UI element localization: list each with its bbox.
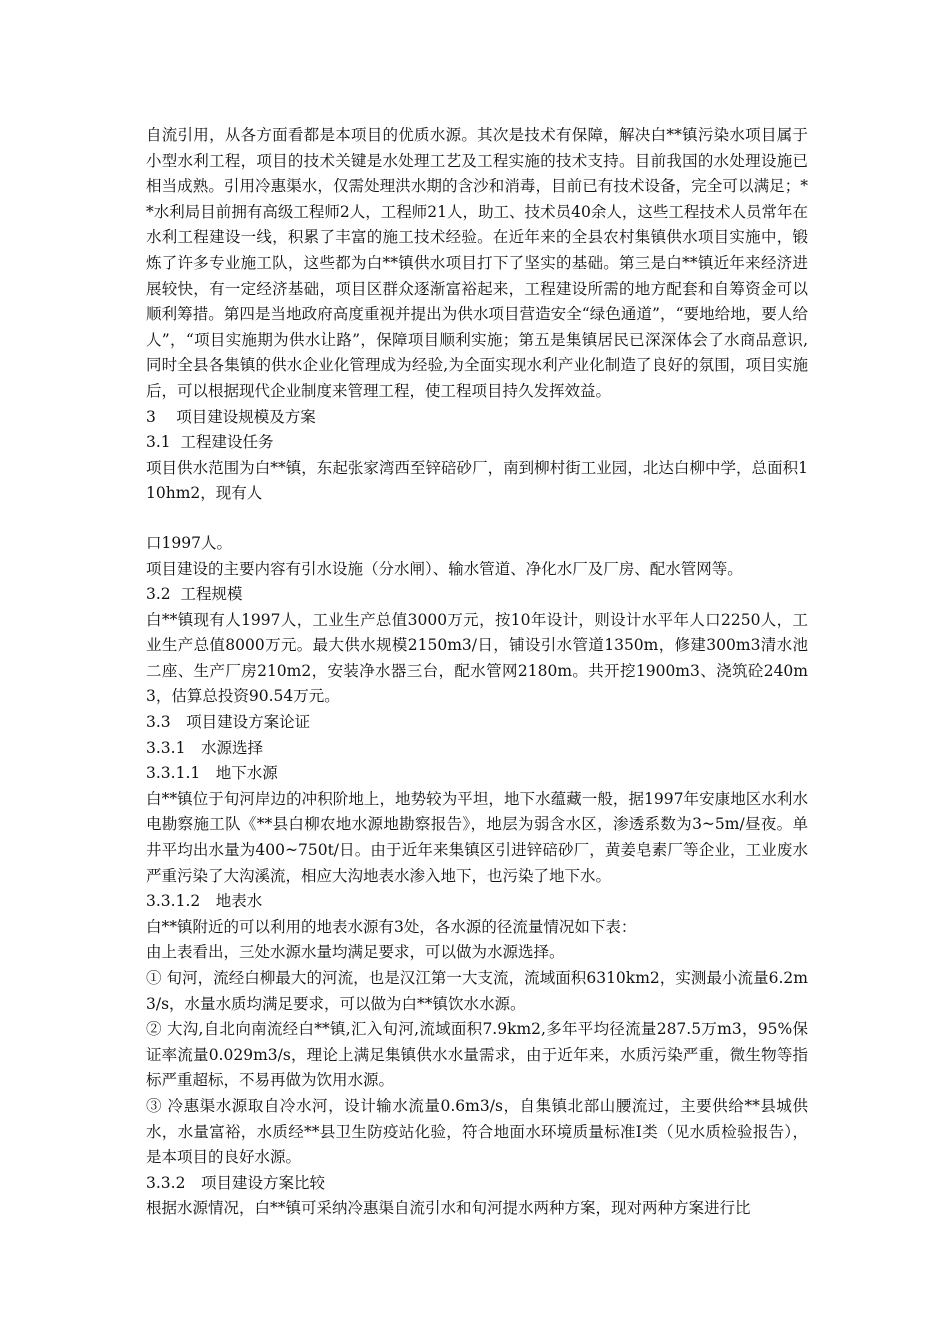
section-heading-3: 3 项目建设规模及方案	[146, 407, 316, 426]
section-heading-3-3-1: 3.3.1 水源选择	[146, 738, 263, 757]
content-paragraph: 项目建设的主要内容有引水设施（分水闸）、输水管道、净化水厂及厂房、配水管网等。	[146, 559, 743, 578]
section-heading-3-3: 3.3 项目建设方案论证	[146, 713, 311, 732]
task-continued-paragraph: 口1997人。	[146, 533, 232, 552]
section-heading-3-1: 3.1 工程建设任务	[146, 433, 274, 452]
section-heading-3-3-1-2: 3.3.1.2 地表水	[146, 892, 263, 911]
intro-paragraph: 自流引用，从各方面看都是本项目的优质水源。其次是技术有保障，解决白**镇污染水项目属于小型水利工程，项目的技术关键是水处理工艺及工程实施的技术支持。目前我国的水处理设施已相当成熟。引用冷惠渠水，仅需处理洪水期的含沙和消毒，目前已有技术设备，完全可以满足；**水利局目前拥有高级工程师2人，工程师21人，助工、技术员40余人，这些工程技术人员常年在水利工程建设一线，积累了丰富的施工技术经验。在近年来的全县农村集镇供水项目实施中，锻炼了许多专业施工队，这些都为白**镇供水项目打下了坚实的基础。第三是白**镇近年来经济进展较快，有一定经济基础，项目区群众逐渐富裕起来，工程建设所需的地方配套和自筹资金可以顺利筹措。第四是当地政府高度重视并提出为供水项目营造安全“绿色通道”，“要地给地，要人给人”，“项目实施期为供水让路”，保障项目顺利实施；第五是集镇居民已深深体会了水商品意识,同时全县各集镇的供水企业化管理成为经验,为全面实现水利产业化制造了良好的氛围，项目实施后，可以根据现代企业制度来管理工程，使工程项目持久发挥效益。	[146, 126, 808, 400]
task-paragraph: 项目供水范围为白**镇，东起张家湾西至锌碚砂厂，南到柳村街工业园，北达白柳中学，总面积110hm2，现有人	[146, 458, 808, 503]
paragraph-gap	[146, 507, 808, 531]
groundwater-paragraph: 白**镇位于旬河岸边的冲积阶地上，地势较为平坦，地下水蕴藏一般，据1997年安康地区水利水电勘察施工队《**县白柳农地水源地勘察报告》，地层为弱含水区，渗透系数为3~5m/昼夜。单井平均出水量为400~750t/日。由于近年来集镇区引进锌碚砂厂，黄姜皂素厂等企业，工业废水严重污染了大沟溪流，相应大沟地表水渗入地下，也污染了地下水。	[146, 789, 808, 885]
water-source-item-1: ① 旬河，流经白柳最大的河流，也是汉江第一大支流，流域面积6310km2，实测最小流量6.2m3/s，水量水质均满足要求，可以做为白**镇饮水水源。	[146, 969, 808, 1013]
surface-water-paragraph: 白**镇附近的可以利用的地表水源有3处，各水源的径流量情况如下表：	[146, 917, 637, 936]
surface-water-summary: 由上表看出，三处水源水量均满足要求，可以做为水源选择。	[146, 943, 565, 962]
water-source-item-2: ② 大沟,自北向南流经白**镇,汇入旬河,流域面积7.9km2,多年平均径流量287.5万m3，95%保证率流量0.029m3/s，理论上满足集镇供水水量需求，由于近年来，水质污染严重，微生物等指标严重超标，不易再做为饮用水源。	[146, 1020, 808, 1090]
water-source-item-3: ③ 冷惠渠水源取自冷水河，设计输水流量0.6m3/s，自集镇北部山腰流过，主要供给**县城供水，水量富裕，水质经**县卫生防疫站化验，符合地面水环境质量标准Ⅰ类（见水质检验报告），是本项目的良好水源。	[146, 1096, 808, 1167]
section-heading-3-3-2: 3.3.2 项目建设方案比较	[146, 1173, 325, 1192]
comparison-paragraph: 根据水源情况，白**镇可采纳冷惠渠自流引水和旬河提水两种方案，现对两种方案进行比	[146, 1199, 751, 1218]
section-heading-3-2: 3.2 工程规模	[146, 585, 243, 604]
section-heading-3-3-1-1: 3.3.1.1 地下水源	[146, 764, 278, 783]
scale-paragraph: 白**镇现有人1997人，工业生产总值3000万元，按10年设计，则设计水平年人口2250人，工业生产总值8000万元。最大供水规模2150m3/日，铺设引水管道1350m，修建300m3清水池二座、生产厂房210m2，安装净水器三台，配水管网2180m。共开挖1900m3、浇筑砼240m3，估算总投资90.54万元。	[146, 610, 808, 706]
document-page	[146, 123, 808, 1222]
